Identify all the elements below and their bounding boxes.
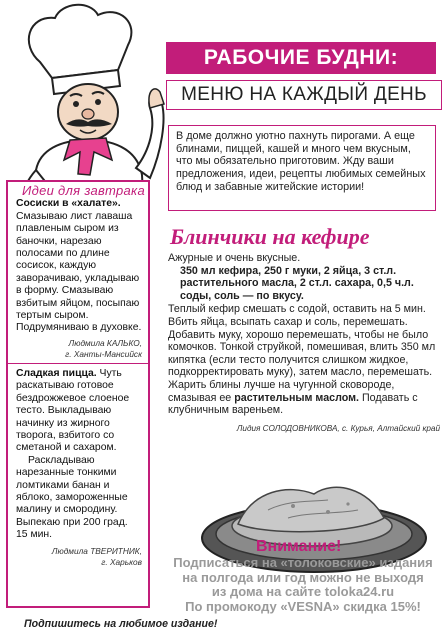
article-ingredients: 350 мл кефира, 250 г муки, 2 яйца, 3 ст.л. растительного масла, 2 ст.л. сахара, 0,5 ч.л. соды, соль — по вкусу. [180,264,414,302]
breakfast-ideas-heading: Идеи для завтрака [22,183,146,198]
recipe-text-continued: Раскладываю нарезанные тонкими ломтиками банан и яблоко, замороженные малину и смородину. Выпекаю при 200 град. 15 мин. [16,454,128,541]
instructions-bold: растительным маслом. [234,391,359,404]
notice-line: на полгода или год можно не выходя [182,569,424,585]
article-instructions [168,303,440,416]
header-title: РАБОЧИЕ БУДНИ: [166,42,436,74]
article-lead: Ажурные и очень вкусные. [168,252,301,264]
instructions-text: Теплый кефир смешать с содой, оставить на 5 мин. Вбить яйца, всыпать сахар и соль, перемешать. Добавить муку, хорошо перемешать, чтобы не было комочков. Тонкой струйкой, помешивая, влить 350 мл кипятка (если тесто получится слишком жидкое, подкорректировать муку), затем масло, перемешать. Жарить блины лучше на чугунной сковороде, смазывая ее [168,303,436,404]
recipe-author: Людмила КАЛЬКО, [68,337,142,348]
article-signature: Лидия СОЛОДОВНИКОВА, с. Курья, Алтайский край [236,423,440,433]
breakfast-ideas-column [6,180,150,608]
recipe-city: г. Харьков [101,556,142,567]
notice-line: Подписаться на «толоковские» издания [173,555,433,570]
recipe-sausages [16,198,142,334]
notice-line: По промокоду «VESNA» скидка 15%! [185,598,421,614]
intro-box: В доме должно уютно пахнуть пирогами. А еще блинами, пиццей, кашей и много чем вкусным, что мы обязательно приготовим. Жду ваши предложения, идеи, рецепты любимых семейных блюд и забавные житейские истории! [168,125,436,211]
recipe-author: Людмила ТВЕРИТНИК, [51,545,142,556]
recipe-text: Смазываю лист лаваша плавленым сыром из баночки, нарезаю полосами по длине сосисок, каждую заворачиваю, укладываю в форму. Смазываю взбитым яйцом, посыпаю тертым сыром. Подрумяниваю в духовке. [16,210,142,334]
recipe-city: г. Ханты-Мансийск [65,348,142,359]
notice-body [158,556,448,614]
recipe-sweet-pizza [16,368,142,455]
instructions-end: Подавать с клубничным вареньем. [168,391,418,417]
article-body [168,252,440,435]
recipe-title: Сосиски в «халате». [16,198,121,210]
notice-line: из дома на сайте toloka24.ru [211,584,395,600]
notice-title: Внимание! [256,538,342,555]
recipe-title: Сладкая пицца. [16,367,97,379]
divider [8,363,148,364]
article-title: Блинчики на кефире [170,224,370,249]
header-subtitle: МЕНЮ НА КАЖДЫЙ ДЕНЬ [166,80,442,110]
subscribe-footer: Подпишитесь на любимое издание! [24,618,218,630]
recipe-text: Чуть раскатываю готовое бездрожжевое слоеное тесто. Выкладываю начинку из жирного творога, взбитого со сметаной и сахаром. [16,367,130,454]
